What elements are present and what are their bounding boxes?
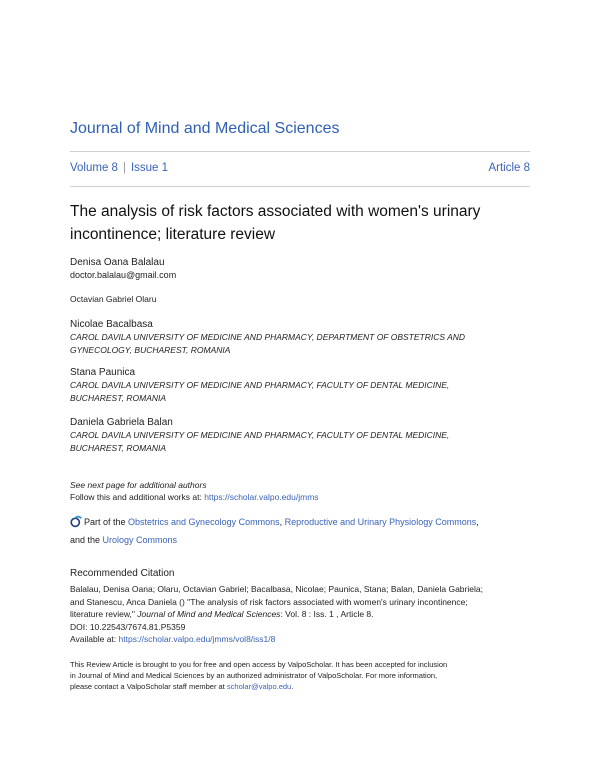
citation-available [70, 633, 535, 646]
part-of-separator-2: , [476, 517, 479, 527]
top-divider [70, 151, 530, 152]
footer-period: . [291, 682, 294, 691]
author-affiliation-line-1: CAROL DAVILA UNIVERSITY OF MEDICINE AND PHARMACY, DEPARTMENT OF OBSTETRICS AND [70, 332, 466, 342]
author-affiliation-line-2: BUCHAREST, ROMANIA [70, 443, 167, 453]
volume-link[interactable]: Volume 8 [70, 162, 118, 174]
and-the-text: and the [70, 535, 103, 545]
author-name: Octavian Gabriel Olaru [70, 294, 157, 304]
follow-prefix: Follow this and additional works at: [70, 492, 205, 502]
additional-authors [70, 479, 530, 503]
author-affiliation-line-2: BUCHAREST, ROMANIA [70, 393, 167, 403]
author-affiliation-line-1: CAROL DAVILA UNIVERSITY OF MEDICINE AND PHARMACY, FACULTY OF DENTAL MEDICINE, [70, 430, 450, 440]
citation-volume: : Vol. 8 : Iss. 1 , Article 8. [280, 609, 374, 619]
author-email: doctor.balalau@gmail.com [70, 270, 177, 280]
see-next-page-note: See next page for additional authors [70, 480, 207, 490]
recommended-citation-heading: Recommended Citation [70, 568, 175, 579]
issue-line [70, 162, 530, 174]
author-affiliation-line-2: GYNECOLOGY, BUCHAREST, ROMANIA [70, 345, 231, 355]
citation-line-2: and Stanescu, Anca Daniela () "The analysis of risk factors associated with women's urinary incontinence; [70, 596, 468, 607]
author-4 [70, 366, 530, 405]
follow-line [70, 491, 530, 503]
author-name: Stana Paunica [70, 367, 136, 378]
author-3 [70, 318, 530, 357]
footer-line-3 [70, 681, 532, 692]
issue-link[interactable]: Issue 1 [130, 162, 169, 174]
reproductive-commons-link[interactable]: Reproductive and Urinary Physiology Commons [284, 517, 477, 527]
author-1 [70, 256, 530, 282]
contact-email-link[interactable]: scholar@valpo.edu [226, 682, 292, 691]
footer-line-1: This Review Article is brought to you for free and open access by ValpoScholar. It has been accepted for inclusion [70, 660, 448, 669]
author-2 [70, 293, 530, 306]
citation-line-3 [70, 608, 535, 621]
follow-link[interactable]: https://scholar.valpo.edu/jmms [204, 492, 319, 502]
part-of-line-2 [70, 531, 530, 549]
part-of-section [70, 513, 530, 549]
part-of-separator-1: , [279, 517, 285, 527]
open-access-icon [70, 515, 83, 528]
urology-commons-link[interactable]: Urology Commons [102, 535, 178, 545]
author-name: Denisa Oana Balalau [70, 257, 165, 268]
author-name: Nicolae Bacalbasa [70, 319, 153, 330]
article-number-link[interactable]: Article 8 [488, 162, 530, 174]
author-affiliation-line-1: CAROL DAVILA UNIVERSITY OF MEDICINE AND PHARMACY, FACULTY OF DENTAL MEDICINE, [70, 380, 450, 390]
paper-title-line-2: incontinence; literature review [70, 226, 276, 243]
part-of-prefix: Part of the [84, 517, 129, 527]
available-link[interactable]: https://scholar.valpo.edu/jmms/vol8/iss1/8 [118, 634, 276, 644]
footer-notice [70, 659, 532, 692]
issue-divider [70, 186, 530, 187]
obgyn-commons-link[interactable]: Obstetrics and Gynecology Commons [128, 517, 280, 527]
part-of-line-1 [70, 513, 530, 531]
recommended-citation-text [70, 583, 535, 646]
journal-title-link[interactable]: Journal of Mind and Medical Sciences [70, 120, 340, 137]
footer-line-2: in Journal of Mind and Medical Sciences by an authorized administrator of ValpoScholar. For more information, [70, 671, 438, 680]
available-prefix: Available at: [70, 634, 119, 644]
issue-separator: | [122, 162, 126, 174]
author-name: Daniela Gabriela Balan [70, 417, 173, 428]
citation-journal: Journal of Mind and Medical Sciences [137, 609, 281, 619]
paper-title-line-1: The analysis of risk factors associated with women's urinary [70, 203, 481, 220]
author-5 [70, 416, 530, 455]
citation-line-1: Balalau, Denisa Oana; Olaru, Octavian Gabriel; Bacalbasa, Nicolae; Paunica, Stana; Balan, Daniela Gabriela; [70, 584, 483, 594]
citation-doi: DOI: 10.22543/7674.81.P5359 [70, 621, 186, 632]
paper-title [70, 200, 530, 246]
citation-title-end: literature review," [70, 609, 138, 619]
footer-contact-prefix: please contact a ValpoScholar staff member at [70, 682, 227, 691]
